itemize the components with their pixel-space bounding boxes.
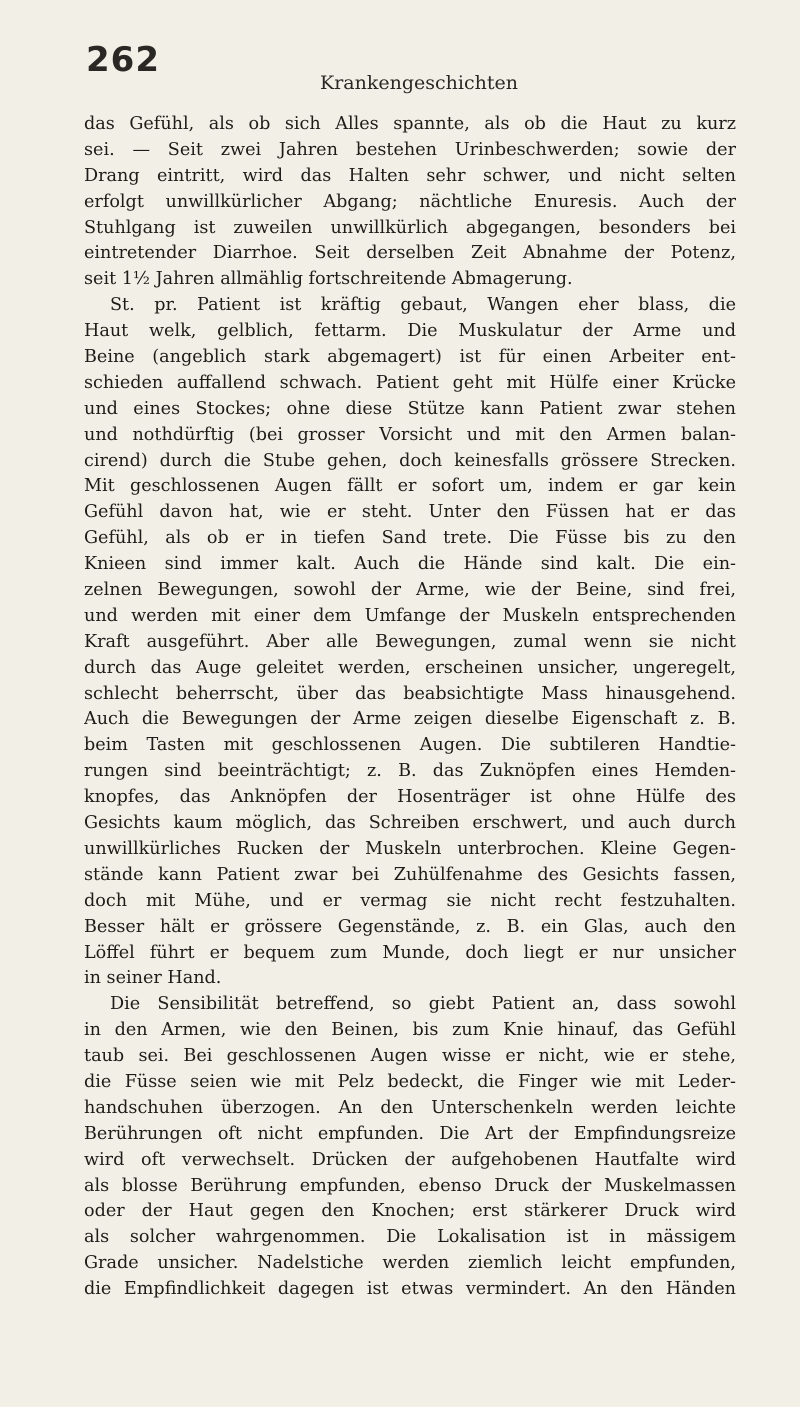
text-line: schieden auffallend schwach. Patient geht mit Hülfe einer Krücke bbox=[84, 372, 736, 393]
text-line: Haut welk, gelblich, fettarm. Die Muskulatur der Arme und bbox=[84, 321, 736, 342]
paragraph-start-line: Die Sensibilität betreffend, so giebt Patient an, dass sowohl bbox=[110, 994, 736, 1015]
text-line: in den Armen, wie den Beinen, bis zum Knie hinauf, das Gefühl bbox=[84, 1020, 736, 1041]
text-line: und werden mit einer dem Umfange der Muskeln entsprechenden bbox=[84, 605, 736, 626]
text-line: als solcher wahrgenommen. Die Lokalisation ist in mässigem bbox=[84, 1227, 736, 1248]
text-line: Berührungen oft nicht empfunden. Die Art der Empfindungsreize bbox=[84, 1123, 736, 1144]
text-line: das Gefühl, als ob sich Alles spannte, als ob die Haut zu kurz bbox=[84, 114, 736, 134]
text-line: Stuhlgang ist zuweilen unwillkürlich abgegangen, besonders bei bbox=[84, 217, 736, 238]
text-line: in seiner Hand. bbox=[84, 968, 222, 989]
running-title: Krankengeschichten bbox=[320, 72, 518, 94]
text-line: stände kann Patient zwar bei Zuhülfenahme des Gesichts fassen, bbox=[84, 864, 736, 885]
text-line: handschuhen überzogen. An den Unterschenkeln werden leichte bbox=[84, 1097, 736, 1118]
text-line: und nothdürftig (bei grosser Vorsicht und mit den Armen balan- bbox=[84, 424, 736, 445]
text-line: taub sei. Bei geschlossenen Augen wisse er nicht, wie er stehe, bbox=[84, 1046, 736, 1067]
text-line: Mit geschlossenen Augen fällt er sofort um, indem er gar kein bbox=[84, 476, 736, 497]
text-line: Gefühl, als ob er in tiefen Sand trete. Die Füsse bis zu den bbox=[84, 528, 736, 549]
text-line: als blosse Berührung empfunden, ebenso Druck der Muskelmassen bbox=[84, 1175, 736, 1196]
text-line: unwillkürliches Rucken der Muskeln unterbrochen. Kleine Gegen- bbox=[84, 838, 736, 859]
text-line: oder der Haut gegen den Knochen; erst stärkerer Druck wird bbox=[84, 1201, 736, 1222]
text-line: rungen sind beeinträchtigt; z. B. das Zuknöpfen eines Hemden- bbox=[84, 761, 736, 782]
text-line: durch das Auge geleitet werden, erscheinen unsicher, ungeregelt, bbox=[84, 657, 736, 678]
text-line: sei. — Seit zwei Jahren bestehen Urinbeschwerden; sowie der bbox=[84, 139, 736, 160]
text-line: Drang eintritt, wird das Halten sehr schwer, und nicht selten bbox=[84, 165, 736, 186]
body-text bbox=[84, 112, 736, 1303]
text-line: Grade unsicher. Nadelstiche werden ziemlich leicht empfunden, bbox=[84, 1253, 736, 1274]
text-line: Besser hält er grössere Gegenstände, z. B. ein Glas, auch den bbox=[84, 916, 736, 937]
text-line: schlecht beherrscht, über das beabsichtigte Mass hinausgehend. bbox=[84, 683, 736, 704]
text-line: Auch die Bewegungen der Arme zeigen dieselbe Eigenschaft z. B. bbox=[84, 709, 736, 730]
text-line: eintretender Diarrhoe. Seit derselben Zeit Abnahme der Potenz, bbox=[84, 243, 736, 264]
text-line: die Füsse seien wie mit Pelz bedeckt, die Finger wie mit Leder- bbox=[84, 1071, 736, 1092]
page-number: 262 bbox=[86, 40, 160, 80]
text-line: zelnen Bewegungen, sowohl der Arme, wie der Beine, sind frei, bbox=[84, 580, 736, 601]
text-line: Kraft ausgeführt. Aber alle Bewegungen, zumal wenn sie nicht bbox=[84, 631, 736, 652]
text-line: und eines Stockes; ohne diese Stütze kann Patient zwar stehen bbox=[84, 398, 736, 419]
text-line: knopfes, das Anknöpfen der Hosenträger ist ohne Hülfe des bbox=[84, 787, 736, 808]
text-line: Beine (angeblich stark abgemagert) ist für einen Arbeiter ent- bbox=[84, 347, 736, 368]
text-line: Gefühl davon hat, wie er steht. Unter den Füssen hat er das bbox=[84, 502, 736, 523]
text-line: Löffel führt er bequem zum Munde, doch liegt er nur unsicher bbox=[84, 942, 736, 963]
text-line: seit 1½ Jahren allmählig fortschreitende Abmagerung. bbox=[84, 269, 573, 290]
text-line: cirend) durch die Stube gehen, doch keinesfalls grössere Strecken. bbox=[84, 450, 736, 471]
text-line: wird oft verwechselt. Drücken der aufgehobenen Hautfalte wird bbox=[84, 1149, 736, 1170]
text-line: Knieen sind immer kalt. Auch die Hände sind kalt. Die ein- bbox=[84, 554, 736, 575]
text-line: beim Tasten mit geschlossenen Augen. Die subtileren Handtie- bbox=[84, 735, 736, 756]
text-line: erfolgt unwillkürlicher Abgang; nächtliche Enuresis. Auch der bbox=[84, 191, 736, 212]
text-line: Gesichts kaum möglich, das Schreiben erschwert, und auch durch bbox=[84, 813, 736, 834]
text-line: doch mit Mühe, und er vermag sie nicht recht festzuhalten. bbox=[84, 890, 736, 911]
paragraph-start-line: St. pr. Patient ist kräftig gebaut, Wangen eher blass, die bbox=[110, 295, 736, 316]
text-line: die Empfindlichkeit dagegen ist etwas vermindert. An den Händen bbox=[84, 1279, 736, 1300]
